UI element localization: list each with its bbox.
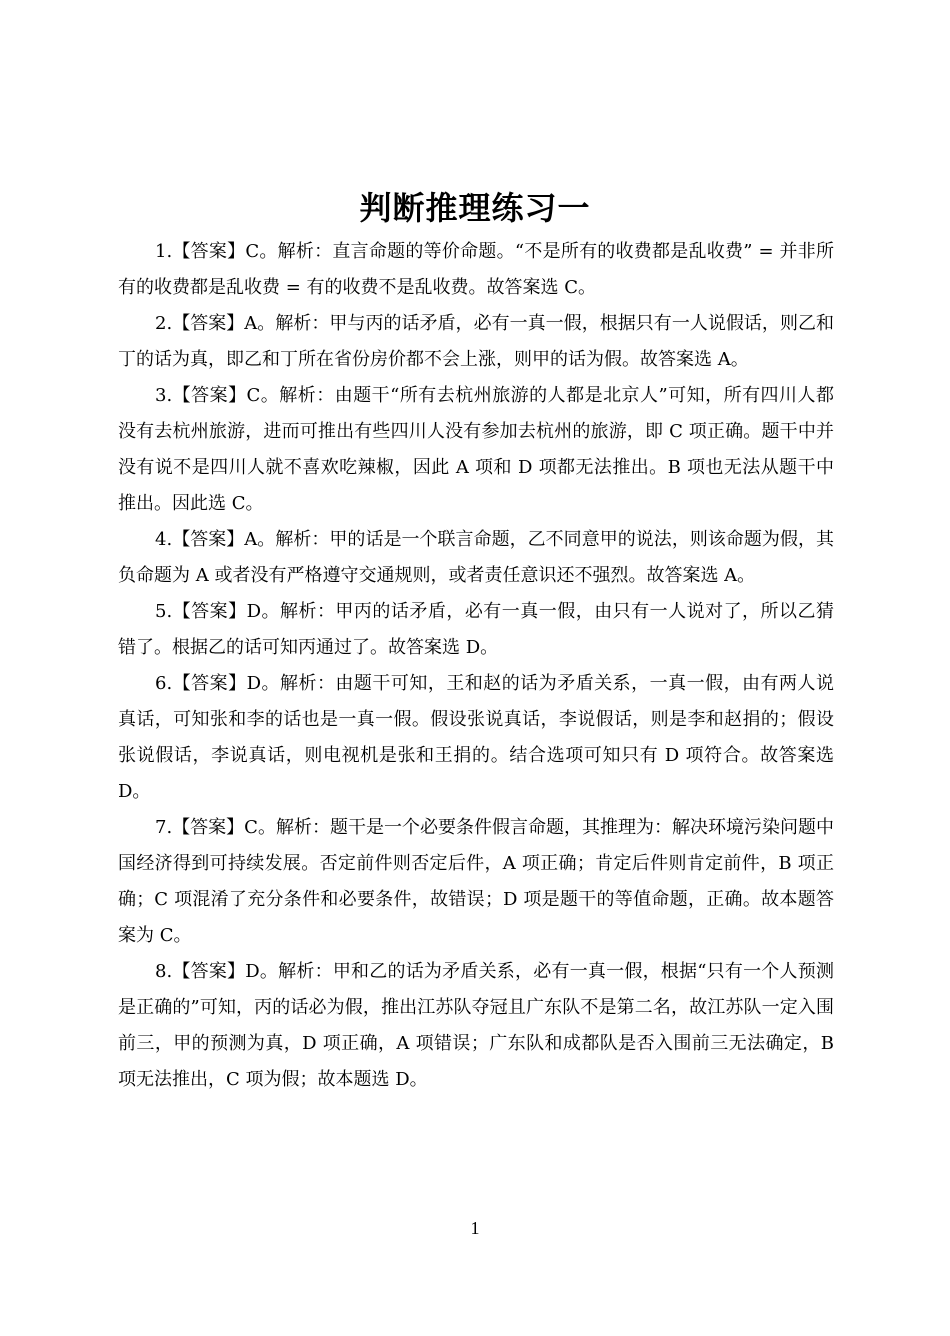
page-title: 判断推理练习一 <box>359 189 591 227</box>
answer-paragraph-4: 4.【答案】A。解析：甲的话是一个联言命题，乙不同意甲的说法，则该命题为假，其负命题为 A 或者没有严格遵守交通规则，或者责任意识还不强烈。故答案选 A。 <box>118 529 834 586</box>
answer-paragraph-6: 6.【答案】D。解析：由题干可知，王和赵的话为矛盾关系，一真一假，由有两人说真话，可知张和李的话也是一真一假。假设张说真话，李说假话，则是李和赵捐的；假设张说假话，李说真话，则电视机是张和王捐的。结合选项可知只有 D 项符合。故答案选 D。 <box>118 673 834 802</box>
answer-paragraph-2: 2.【答案】A。解析：甲与丙的话矛盾，必有一真一假，根据只有一人说假话，则乙和丁的话为真，即乙和丁所在省份房价都不会上涨，则甲的话为假。故答案选 A。 <box>118 313 834 370</box>
answer-paragraph-3: 3.【答案】C。解析：由题干“所有去杭州旅游的人都是北京人”可知，所有四川人都没有去杭州旅游，进而可推出有些四川人没有参加去杭州的旅游，即 C 项正确。题干中并没有说不是四川人就不喜欢吃辣椒，因此 A 项和 D 项都无法推出。B 项也无法从题干中推出。因此选 C。 <box>118 385 834 514</box>
answer-paragraph-5: 5.【答案】D。解析：甲丙的话矛盾，必有一真一假，由只有一人说对了，所以乙猜错了。根据乙的话可知丙通过了。故答案选 D。 <box>118 601 834 658</box>
answer-paragraph-8: 8.【答案】D。解析：甲和乙的话为矛盾关系，必有一真一假，根据“只有一个人预测是正确的”可知，丙的话必为假，推出江苏队夺冠且广东队不是第二名，故江苏队一定入围前三，甲的预测为真，D 项正确，A 项错误；广东队和成都队是否入围前三无法确定，B 项无法推出，C 项为假；故本题选 D。 <box>118 961 834 1090</box>
answer-paragraph-1: 1.【答案】C。解析：直言命题的等价命题。“不是所有的收费都是乱收费” = 并非所有的收费都是乱收费 = 有的收费不是乱收费。故答案选 C。 <box>118 241 834 298</box>
page-number: 1 <box>470 1218 480 1238</box>
answer-paragraph-7: 7.【答案】C。解析：题干是一个必要条件假言命题，其推理为：解决环境污染问题中国经济得到可持续发展。否定前件则否定后件，A 项正确；肯定后件则肯定前件，B 项正确；C 项混淆了充分条件和必要条件，故错误；D 项是题干的等值命题，正确。故本题答案为 C。 <box>118 817 834 946</box>
answer-explanations <box>118 234 834 1098</box>
